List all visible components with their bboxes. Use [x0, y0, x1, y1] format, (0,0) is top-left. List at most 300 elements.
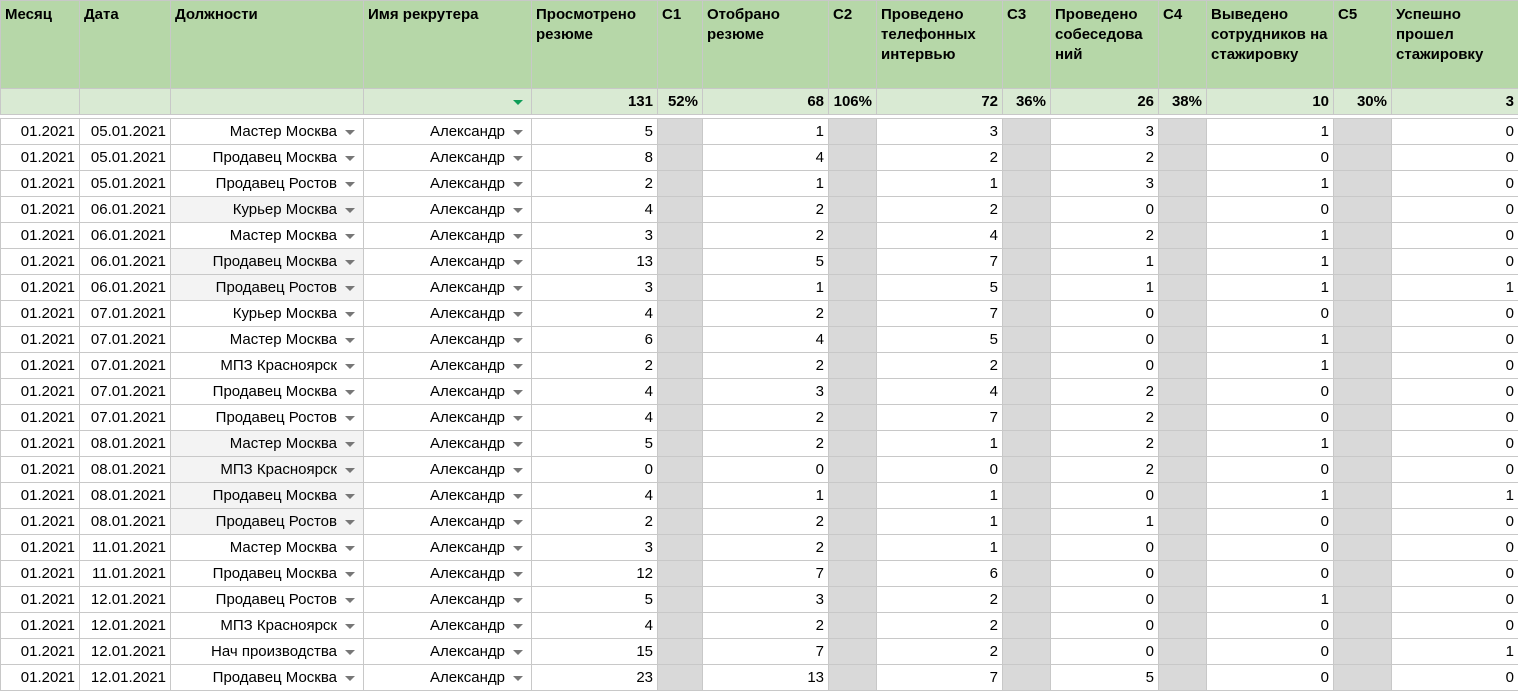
- phone-interviews-cell[interactable]: [877, 197, 1003, 223]
- recruiter-cell[interactable]: [364, 561, 532, 587]
- recruiter-cell[interactable]: [364, 145, 532, 171]
- internship-cell[interactable]: [1207, 587, 1334, 613]
- summary-c4[interactable]: 38%: [1159, 89, 1207, 115]
- selected-cell[interactable]: [703, 483, 829, 509]
- passed-cell[interactable]: [1392, 639, 1518, 665]
- dropdown-arrow-icon[interactable]: [513, 364, 523, 369]
- c1-cell[interactable]: [658, 457, 703, 483]
- month-cell[interactable]: [1, 145, 80, 171]
- date-cell[interactable]: [80, 171, 171, 197]
- passed-cell[interactable]: [1392, 587, 1518, 613]
- header-cell-positions[interactable]: Должности: [171, 1, 364, 89]
- dropdown-arrow-icon[interactable]: [345, 260, 355, 265]
- c5-cell[interactable]: [1334, 249, 1392, 275]
- dropdown-arrow-icon[interactable]: [513, 416, 523, 421]
- selected-cell[interactable]: [703, 405, 829, 431]
- viewed-cell[interactable]: [532, 379, 658, 405]
- dropdown-arrow-icon[interactable]: [345, 182, 355, 187]
- c1-cell[interactable]: [658, 171, 703, 197]
- header-cell-c5[interactable]: C5: [1334, 1, 1392, 89]
- c4-cell[interactable]: [1159, 431, 1207, 457]
- internship-cell[interactable]: [1207, 353, 1334, 379]
- c2-cell[interactable]: [829, 145, 877, 171]
- date-cell[interactable]: [80, 379, 171, 405]
- dropdown-arrow-icon[interactable]: [345, 546, 355, 551]
- interviews-cell[interactable]: [1051, 431, 1159, 457]
- c3-cell[interactable]: [1003, 509, 1051, 535]
- filter-dropdown-icon[interactable]: [513, 100, 523, 105]
- interviews-cell[interactable]: [1051, 197, 1159, 223]
- dropdown-arrow-icon[interactable]: [513, 494, 523, 499]
- c4-cell[interactable]: [1159, 587, 1207, 613]
- internship-cell[interactable]: [1207, 379, 1334, 405]
- phone-interviews-cell[interactable]: [877, 587, 1003, 613]
- viewed-cell[interactable]: [532, 301, 658, 327]
- c3-cell[interactable]: [1003, 145, 1051, 171]
- c2-cell[interactable]: [829, 483, 877, 509]
- c5-cell[interactable]: [1334, 119, 1392, 145]
- interviews-cell[interactable]: [1051, 353, 1159, 379]
- c1-cell[interactable]: [658, 327, 703, 353]
- interviews-cell[interactable]: [1051, 119, 1159, 145]
- c2-cell[interactable]: [829, 353, 877, 379]
- dropdown-arrow-icon[interactable]: [513, 572, 523, 577]
- internship-cell[interactable]: [1207, 457, 1334, 483]
- c4-cell[interactable]: [1159, 275, 1207, 301]
- dropdown-arrow-icon[interactable]: [513, 390, 523, 395]
- summary-phone-total[interactable]: 72: [877, 89, 1003, 115]
- c3-cell[interactable]: [1003, 561, 1051, 587]
- c4-cell[interactable]: [1159, 327, 1207, 353]
- internship-cell[interactable]: [1207, 119, 1334, 145]
- recruiter-cell[interactable]: [364, 197, 532, 223]
- dropdown-arrow-icon[interactable]: [345, 468, 355, 473]
- date-cell[interactable]: [80, 145, 171, 171]
- c1-cell[interactable]: [658, 431, 703, 457]
- summary-c3[interactable]: 36%: [1003, 89, 1051, 115]
- recruiter-filter-cell[interactable]: [364, 89, 532, 115]
- selected-cell[interactable]: [703, 535, 829, 561]
- summary-passed-total[interactable]: 3: [1392, 89, 1518, 115]
- c3-cell[interactable]: [1003, 379, 1051, 405]
- c4-cell[interactable]: [1159, 197, 1207, 223]
- dropdown-arrow-icon[interactable]: [513, 182, 523, 187]
- selected-cell[interactable]: [703, 353, 829, 379]
- position-cell[interactable]: [171, 353, 364, 379]
- date-cell[interactable]: [80, 353, 171, 379]
- c1-cell[interactable]: [658, 561, 703, 587]
- internship-cell[interactable]: [1207, 405, 1334, 431]
- month-cell[interactable]: [1, 457, 80, 483]
- date-cell[interactable]: [80, 587, 171, 613]
- passed-cell[interactable]: [1392, 535, 1518, 561]
- month-cell[interactable]: [1, 327, 80, 353]
- dropdown-arrow-icon[interactable]: [513, 442, 523, 447]
- dropdown-arrow-icon[interactable]: [345, 676, 355, 681]
- summary-c2[interactable]: 106%: [829, 89, 877, 115]
- month-cell[interactable]: [1, 119, 80, 145]
- interviews-cell[interactable]: [1051, 561, 1159, 587]
- recruiter-cell[interactable]: [364, 405, 532, 431]
- summary-viewed-total[interactable]: 131: [532, 89, 658, 115]
- c3-cell[interactable]: [1003, 457, 1051, 483]
- position-cell[interactable]: [171, 405, 364, 431]
- c1-cell[interactable]: [658, 665, 703, 691]
- month-cell[interactable]: [1, 171, 80, 197]
- c4-cell[interactable]: [1159, 301, 1207, 327]
- month-cell[interactable]: [1, 561, 80, 587]
- recruiter-cell[interactable]: [364, 665, 532, 691]
- c3-cell[interactable]: [1003, 223, 1051, 249]
- internship-cell[interactable]: [1207, 145, 1334, 171]
- header-cell-month[interactable]: Месяц: [1, 1, 80, 89]
- passed-cell[interactable]: [1392, 379, 1518, 405]
- c4-cell[interactable]: [1159, 665, 1207, 691]
- selected-cell[interactable]: [703, 509, 829, 535]
- phone-interviews-cell[interactable]: [877, 145, 1003, 171]
- viewed-cell[interactable]: [532, 457, 658, 483]
- viewed-cell[interactable]: [532, 197, 658, 223]
- c2-cell[interactable]: [829, 249, 877, 275]
- viewed-cell[interactable]: [532, 119, 658, 145]
- dropdown-arrow-icon[interactable]: [345, 286, 355, 291]
- c3-cell[interactable]: [1003, 535, 1051, 561]
- dropdown-arrow-icon[interactable]: [513, 598, 523, 603]
- month-cell[interactable]: [1, 535, 80, 561]
- c1-cell[interactable]: [658, 197, 703, 223]
- position-cell[interactable]: [171, 639, 364, 665]
- c1-cell[interactable]: [658, 275, 703, 301]
- c3-cell[interactable]: [1003, 613, 1051, 639]
- c3-cell[interactable]: [1003, 301, 1051, 327]
- selected-cell[interactable]: [703, 613, 829, 639]
- header-cell-c4[interactable]: C4: [1159, 1, 1207, 89]
- c1-cell[interactable]: [658, 301, 703, 327]
- viewed-cell[interactable]: [532, 587, 658, 613]
- internship-cell[interactable]: [1207, 639, 1334, 665]
- dropdown-arrow-icon[interactable]: [345, 624, 355, 629]
- phone-interviews-cell[interactable]: [877, 457, 1003, 483]
- interviews-cell[interactable]: [1051, 535, 1159, 561]
- c4-cell[interactable]: [1159, 379, 1207, 405]
- phone-interviews-cell[interactable]: [877, 405, 1003, 431]
- selected-cell[interactable]: [703, 587, 829, 613]
- recruiter-cell[interactable]: [364, 431, 532, 457]
- position-cell[interactable]: [171, 197, 364, 223]
- c5-cell[interactable]: [1334, 457, 1392, 483]
- recruiter-cell[interactable]: [364, 379, 532, 405]
- c3-cell[interactable]: [1003, 275, 1051, 301]
- c2-cell[interactable]: [829, 535, 877, 561]
- phone-interviews-cell[interactable]: [877, 301, 1003, 327]
- dropdown-arrow-icon[interactable]: [345, 338, 355, 343]
- c3-cell[interactable]: [1003, 483, 1051, 509]
- position-cell[interactable]: [171, 457, 364, 483]
- viewed-cell[interactable]: [532, 327, 658, 353]
- position-cell[interactable]: [171, 535, 364, 561]
- c1-cell[interactable]: [658, 119, 703, 145]
- c1-cell[interactable]: [658, 405, 703, 431]
- c2-cell[interactable]: [829, 561, 877, 587]
- passed-cell[interactable]: [1392, 145, 1518, 171]
- dropdown-arrow-icon[interactable]: [345, 572, 355, 577]
- date-cell[interactable]: [80, 457, 171, 483]
- position-cell[interactable]: [171, 665, 364, 691]
- viewed-cell[interactable]: [532, 535, 658, 561]
- phone-interviews-cell[interactable]: [877, 353, 1003, 379]
- position-cell[interactable]: [171, 145, 364, 171]
- c4-cell[interactable]: [1159, 613, 1207, 639]
- date-cell[interactable]: [80, 249, 171, 275]
- recruiter-cell[interactable]: [364, 353, 532, 379]
- month-cell[interactable]: [1, 353, 80, 379]
- c4-cell[interactable]: [1159, 171, 1207, 197]
- header-cell-internship[interactable]: Выведено сотрудников на стажировку: [1207, 1, 1334, 89]
- position-cell[interactable]: [171, 483, 364, 509]
- recruiter-cell[interactable]: [364, 457, 532, 483]
- interviews-cell[interactable]: [1051, 301, 1159, 327]
- recruiter-cell[interactable]: [364, 587, 532, 613]
- c2-cell[interactable]: [829, 509, 877, 535]
- passed-cell[interactable]: [1392, 561, 1518, 587]
- c3-cell[interactable]: [1003, 327, 1051, 353]
- c2-cell[interactable]: [829, 275, 877, 301]
- position-cell[interactable]: [171, 249, 364, 275]
- dropdown-arrow-icon[interactable]: [345, 208, 355, 213]
- interviews-cell[interactable]: [1051, 639, 1159, 665]
- dropdown-arrow-icon[interactable]: [345, 390, 355, 395]
- phone-interviews-cell[interactable]: [877, 535, 1003, 561]
- summary-cell[interactable]: [1, 89, 80, 115]
- month-cell[interactable]: [1, 223, 80, 249]
- c2-cell[interactable]: [829, 223, 877, 249]
- internship-cell[interactable]: [1207, 613, 1334, 639]
- selected-cell[interactable]: [703, 639, 829, 665]
- c5-cell[interactable]: [1334, 431, 1392, 457]
- phone-interviews-cell[interactable]: [877, 509, 1003, 535]
- dropdown-arrow-icon[interactable]: [513, 234, 523, 239]
- dropdown-arrow-icon[interactable]: [345, 416, 355, 421]
- c4-cell[interactable]: [1159, 509, 1207, 535]
- date-cell[interactable]: [80, 483, 171, 509]
- internship-cell[interactable]: [1207, 561, 1334, 587]
- c5-cell[interactable]: [1334, 405, 1392, 431]
- dropdown-arrow-icon[interactable]: [513, 312, 523, 317]
- selected-cell[interactable]: [703, 223, 829, 249]
- dropdown-arrow-icon[interactable]: [513, 338, 523, 343]
- summary-interviews-total[interactable]: 26: [1051, 89, 1159, 115]
- phone-interviews-cell[interactable]: [877, 119, 1003, 145]
- c1-cell[interactable]: [658, 353, 703, 379]
- dropdown-arrow-icon[interactable]: [513, 676, 523, 681]
- passed-cell[interactable]: [1392, 301, 1518, 327]
- c3-cell[interactable]: [1003, 119, 1051, 145]
- selected-cell[interactable]: [703, 431, 829, 457]
- selected-cell[interactable]: [703, 275, 829, 301]
- dropdown-arrow-icon[interactable]: [513, 546, 523, 551]
- c1-cell[interactable]: [658, 483, 703, 509]
- header-cell-interviews[interactable]: Проведено собеседова ний: [1051, 1, 1159, 89]
- c1-cell[interactable]: [658, 249, 703, 275]
- passed-cell[interactable]: [1392, 457, 1518, 483]
- c2-cell[interactable]: [829, 613, 877, 639]
- selected-cell[interactable]: [703, 561, 829, 587]
- internship-cell[interactable]: [1207, 535, 1334, 561]
- month-cell[interactable]: [1, 613, 80, 639]
- c3-cell[interactable]: [1003, 431, 1051, 457]
- internship-cell[interactable]: [1207, 431, 1334, 457]
- dropdown-arrow-icon[interactable]: [345, 520, 355, 525]
- date-cell[interactable]: [80, 197, 171, 223]
- passed-cell[interactable]: [1392, 405, 1518, 431]
- month-cell[interactable]: [1, 665, 80, 691]
- position-cell[interactable]: [171, 327, 364, 353]
- c4-cell[interactable]: [1159, 353, 1207, 379]
- header-cell-phone-interviews[interactable]: Проведено телефонных интервью: [877, 1, 1003, 89]
- recruiter-cell[interactable]: [364, 119, 532, 145]
- selected-cell[interactable]: [703, 145, 829, 171]
- interviews-cell[interactable]: [1051, 379, 1159, 405]
- c1-cell[interactable]: [658, 509, 703, 535]
- recruiter-cell[interactable]: [364, 275, 532, 301]
- phone-interviews-cell[interactable]: [877, 665, 1003, 691]
- interviews-cell[interactable]: [1051, 509, 1159, 535]
- internship-cell[interactable]: [1207, 171, 1334, 197]
- selected-cell[interactable]: [703, 171, 829, 197]
- date-cell[interactable]: [80, 405, 171, 431]
- c3-cell[interactable]: [1003, 405, 1051, 431]
- c5-cell[interactable]: [1334, 301, 1392, 327]
- dropdown-arrow-icon[interactable]: [345, 364, 355, 369]
- date-cell[interactable]: [80, 639, 171, 665]
- header-cell-selected[interactable]: Отобрано резюме: [703, 1, 829, 89]
- c4-cell[interactable]: [1159, 457, 1207, 483]
- position-cell[interactable]: [171, 379, 364, 405]
- viewed-cell[interactable]: [532, 275, 658, 301]
- c4-cell[interactable]: [1159, 535, 1207, 561]
- viewed-cell[interactable]: [532, 639, 658, 665]
- dropdown-arrow-icon[interactable]: [513, 156, 523, 161]
- viewed-cell[interactable]: [532, 145, 658, 171]
- interviews-cell[interactable]: [1051, 483, 1159, 509]
- dropdown-arrow-icon[interactable]: [345, 598, 355, 603]
- dropdown-arrow-icon[interactable]: [513, 624, 523, 629]
- dropdown-arrow-icon[interactable]: [513, 650, 523, 655]
- dropdown-arrow-icon[interactable]: [345, 130, 355, 135]
- c5-cell[interactable]: [1334, 353, 1392, 379]
- phone-interviews-cell[interactable]: [877, 275, 1003, 301]
- c2-cell[interactable]: [829, 405, 877, 431]
- c2-cell[interactable]: [829, 301, 877, 327]
- c1-cell[interactable]: [658, 535, 703, 561]
- phone-interviews-cell[interactable]: [877, 249, 1003, 275]
- dropdown-arrow-icon[interactable]: [513, 286, 523, 291]
- position-cell[interactable]: [171, 171, 364, 197]
- viewed-cell[interactable]: [532, 431, 658, 457]
- c5-cell[interactable]: [1334, 327, 1392, 353]
- month-cell[interactable]: [1, 249, 80, 275]
- c5-cell[interactable]: [1334, 145, 1392, 171]
- c2-cell[interactable]: [829, 119, 877, 145]
- internship-cell[interactable]: [1207, 509, 1334, 535]
- viewed-cell[interactable]: [532, 613, 658, 639]
- interviews-cell[interactable]: [1051, 171, 1159, 197]
- c1-cell[interactable]: [658, 379, 703, 405]
- selected-cell[interactable]: [703, 327, 829, 353]
- date-cell[interactable]: [80, 613, 171, 639]
- c5-cell[interactable]: [1334, 665, 1392, 691]
- summary-c5[interactable]: 30%: [1334, 89, 1392, 115]
- c4-cell[interactable]: [1159, 639, 1207, 665]
- c2-cell[interactable]: [829, 587, 877, 613]
- c3-cell[interactable]: [1003, 587, 1051, 613]
- viewed-cell[interactable]: [532, 561, 658, 587]
- dropdown-arrow-icon[interactable]: [345, 442, 355, 447]
- dropdown-arrow-icon[interactable]: [345, 156, 355, 161]
- month-cell[interactable]: [1, 275, 80, 301]
- header-cell-c1[interactable]: C1: [658, 1, 703, 89]
- dropdown-arrow-icon[interactable]: [513, 208, 523, 213]
- c4-cell[interactable]: [1159, 223, 1207, 249]
- dropdown-arrow-icon[interactable]: [513, 520, 523, 525]
- c5-cell[interactable]: [1334, 223, 1392, 249]
- c2-cell[interactable]: [829, 327, 877, 353]
- header-cell-viewed[interactable]: Просмотрено резюме: [532, 1, 658, 89]
- interviews-cell[interactable]: [1051, 327, 1159, 353]
- month-cell[interactable]: [1, 301, 80, 327]
- phone-interviews-cell[interactable]: [877, 483, 1003, 509]
- c2-cell[interactable]: [829, 457, 877, 483]
- c4-cell[interactable]: [1159, 119, 1207, 145]
- phone-interviews-cell[interactable]: [877, 223, 1003, 249]
- selected-cell[interactable]: [703, 249, 829, 275]
- recruiter-cell[interactable]: [364, 301, 532, 327]
- c3-cell[interactable]: [1003, 197, 1051, 223]
- viewed-cell[interactable]: [532, 249, 658, 275]
- c5-cell[interactable]: [1334, 483, 1392, 509]
- position-cell[interactable]: [171, 509, 364, 535]
- interviews-cell[interactable]: [1051, 145, 1159, 171]
- header-cell-c3[interactable]: C3: [1003, 1, 1051, 89]
- date-cell[interactable]: [80, 431, 171, 457]
- c5-cell[interactable]: [1334, 379, 1392, 405]
- c2-cell[interactable]: [829, 665, 877, 691]
- month-cell[interactable]: [1, 431, 80, 457]
- c2-cell[interactable]: [829, 171, 877, 197]
- c5-cell[interactable]: [1334, 197, 1392, 223]
- dropdown-arrow-icon[interactable]: [513, 260, 523, 265]
- position-cell[interactable]: [171, 613, 364, 639]
- c3-cell[interactable]: [1003, 639, 1051, 665]
- dropdown-arrow-icon[interactable]: [345, 234, 355, 239]
- viewed-cell[interactable]: [532, 483, 658, 509]
- c4-cell[interactable]: [1159, 483, 1207, 509]
- recruiter-cell[interactable]: [364, 639, 532, 665]
- viewed-cell[interactable]: [532, 509, 658, 535]
- passed-cell[interactable]: [1392, 483, 1518, 509]
- selected-cell[interactable]: [703, 379, 829, 405]
- passed-cell[interactable]: [1392, 119, 1518, 145]
- phone-interviews-cell[interactable]: [877, 171, 1003, 197]
- date-cell[interactable]: [80, 561, 171, 587]
- position-cell[interactable]: [171, 561, 364, 587]
- date-cell[interactable]: [80, 275, 171, 301]
- position-cell[interactable]: [171, 223, 364, 249]
- recruiter-cell[interactable]: [364, 613, 532, 639]
- position-cell[interactable]: [171, 119, 364, 145]
- passed-cell[interactable]: [1392, 171, 1518, 197]
- c1-cell[interactable]: [658, 587, 703, 613]
